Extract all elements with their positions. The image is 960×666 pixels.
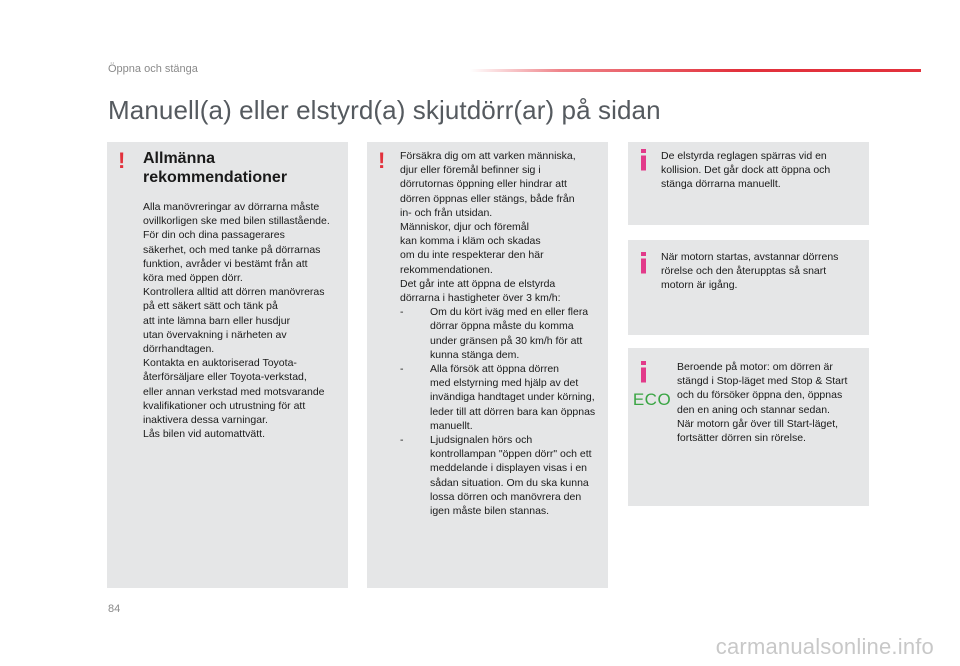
text-line: stängd i Stop-läget med Stop & Start (677, 375, 848, 388)
text-line: sådan situation. Om du ska kunna (430, 476, 589, 489)
text-line: Ljudsignalen hörs och (430, 434, 533, 447)
text-line: dörrhandtagen. (143, 343, 215, 356)
text-line: utan övervakning i närheten av (143, 328, 287, 341)
text-line: Om du kört iväg med en eller flera (430, 306, 589, 319)
eco-label: ECO (632, 391, 672, 409)
text-line: För din och dina passagerares (143, 229, 285, 242)
text-line: motorn är igång. (661, 279, 738, 292)
text-line: Kontakta en auktoriserad Toyota- (143, 357, 297, 370)
panel-heading-line2: rekommendationer (143, 169, 288, 186)
text-line: Kontrollera alltid att dörren manövreras (143, 286, 325, 299)
text-line: lossa dörren och manövrera den (430, 490, 582, 503)
text-line: dörren öppnas eller stängs, både från (400, 192, 575, 205)
list-dash: - (400, 363, 404, 376)
text-line: kvalifikationer och utrustning för att (143, 399, 306, 412)
text-line: om du inte respekterar den här (400, 249, 544, 262)
text-line: med elstyrning med hjälp av det (430, 377, 579, 390)
info-panel-engine-start (628, 240, 869, 335)
info-icon (639, 149, 649, 171)
panel-heading (143, 149, 287, 187)
text-line: eller annan verkstad med motsvarande (143, 385, 325, 398)
text-line: under gränsen på 30 km/h för att (430, 334, 583, 347)
section-label: Öppna och stänga (108, 63, 198, 75)
info-collision-body (661, 149, 867, 192)
list-dash: - (400, 434, 404, 447)
info-stop-start-body (677, 360, 869, 445)
panel-warning (367, 142, 608, 588)
page-number: 84 (108, 603, 121, 615)
exclamation-icon: ! (378, 148, 386, 173)
text-line: Lås bilen vid automattvätt. (143, 428, 265, 441)
list-dash: - (400, 306, 404, 319)
info-engine-start-body (661, 250, 867, 293)
list-item (400, 433, 606, 518)
text-line: manuellt. (430, 419, 473, 432)
panel-heading-line1: Allmänna (143, 150, 216, 167)
info-icon (639, 361, 649, 383)
text-line: rörelse och den återupptas så snart (661, 265, 827, 278)
list-item (400, 305, 606, 362)
text-line: Alla manövreringar av dörrarna måste (143, 201, 320, 213)
text-line: kontrollampan "öppen dörr" och ett (430, 448, 592, 461)
text-line: fortsätter dörren sin rörelse. (677, 432, 806, 445)
text-line: Alla försök att öppna dörren (430, 363, 559, 376)
text-line: djur eller föremål befinner sig i (400, 164, 541, 177)
info-panel-collision (628, 142, 869, 225)
text-line: kunna stänga dem. (430, 348, 520, 361)
info-panel-stop-start (628, 348, 869, 506)
eco-icon (632, 391, 672, 409)
text-line: funktion, avråder vi bestämt från att (143, 257, 308, 270)
text-line: säkerhet, och med tanke på dörrarnas (143, 243, 321, 256)
text-line: in- och från utsidan. (400, 206, 493, 219)
text-line: kollision. Det går dock att öppna och (661, 164, 831, 177)
text-line: kan komma i kläm och skadas (400, 235, 541, 248)
text-line: på ett säkert sätt och tänk på (143, 300, 278, 313)
watermark: carmanualsonline.info (715, 634, 934, 659)
text-line: att inte lämna barn eller husdjur (143, 314, 291, 327)
text-line: leder till att dörren bara kan öppnas (430, 405, 596, 418)
list-item (400, 362, 606, 433)
text-line: den en aning och stannar sedan. (677, 403, 830, 416)
text-line: ovillkorligen ske med bilen stillastående. (143, 215, 330, 228)
text-line: Beroende på motor: om dörren är (677, 361, 833, 373)
exclamation-icon: ! (118, 148, 126, 173)
text-line: rekommendationen. (400, 263, 493, 276)
text-line: dörrarna i hastigheter över 3 km/h: (400, 292, 561, 305)
warning-list (400, 305, 606, 518)
text-line: dörrutornas öppning eller hindrar att (400, 178, 567, 191)
text-line: När motorn startas, avstannar dörrens (661, 251, 839, 263)
text-line: De elstyrda reglagen spärras vid en (661, 150, 827, 162)
text-line: inaktivera dessa varningar. (143, 414, 268, 427)
panel-general-recommendations (107, 142, 348, 588)
text-line: invändiga handtaget under körning, (430, 391, 595, 404)
text-line: När motorn går över till Start-läget, (677, 417, 839, 430)
text-line: återförsäljare eller Toyota-verkstad, (143, 371, 307, 384)
text-line: dörrar öppna måste du komma (430, 320, 574, 333)
header-red-rule (470, 69, 921, 72)
text-line: Det går inte att öppna de elstyrda (400, 277, 556, 290)
panel-general-body (143, 200, 348, 441)
text-line: stänga dörrarna manuellt. (661, 178, 781, 191)
text-line: meddelande i displayen visas i en (430, 462, 588, 475)
text-line: igen måste bilen stannas. (430, 505, 550, 518)
page-title: Manuell(a) eller elstyrd(a) skjutdörr(ar) på sidan (108, 95, 661, 125)
text-line: köra med öppen dörr. (143, 272, 243, 285)
text-line: Försäkra dig om att varken människa, (400, 150, 576, 162)
text-line: och du försöker öppna den, öppnas (677, 389, 843, 402)
info-icon (639, 252, 649, 274)
panel-warning-body (400, 149, 606, 518)
text-line: Människor, djur och föremål (400, 221, 529, 234)
